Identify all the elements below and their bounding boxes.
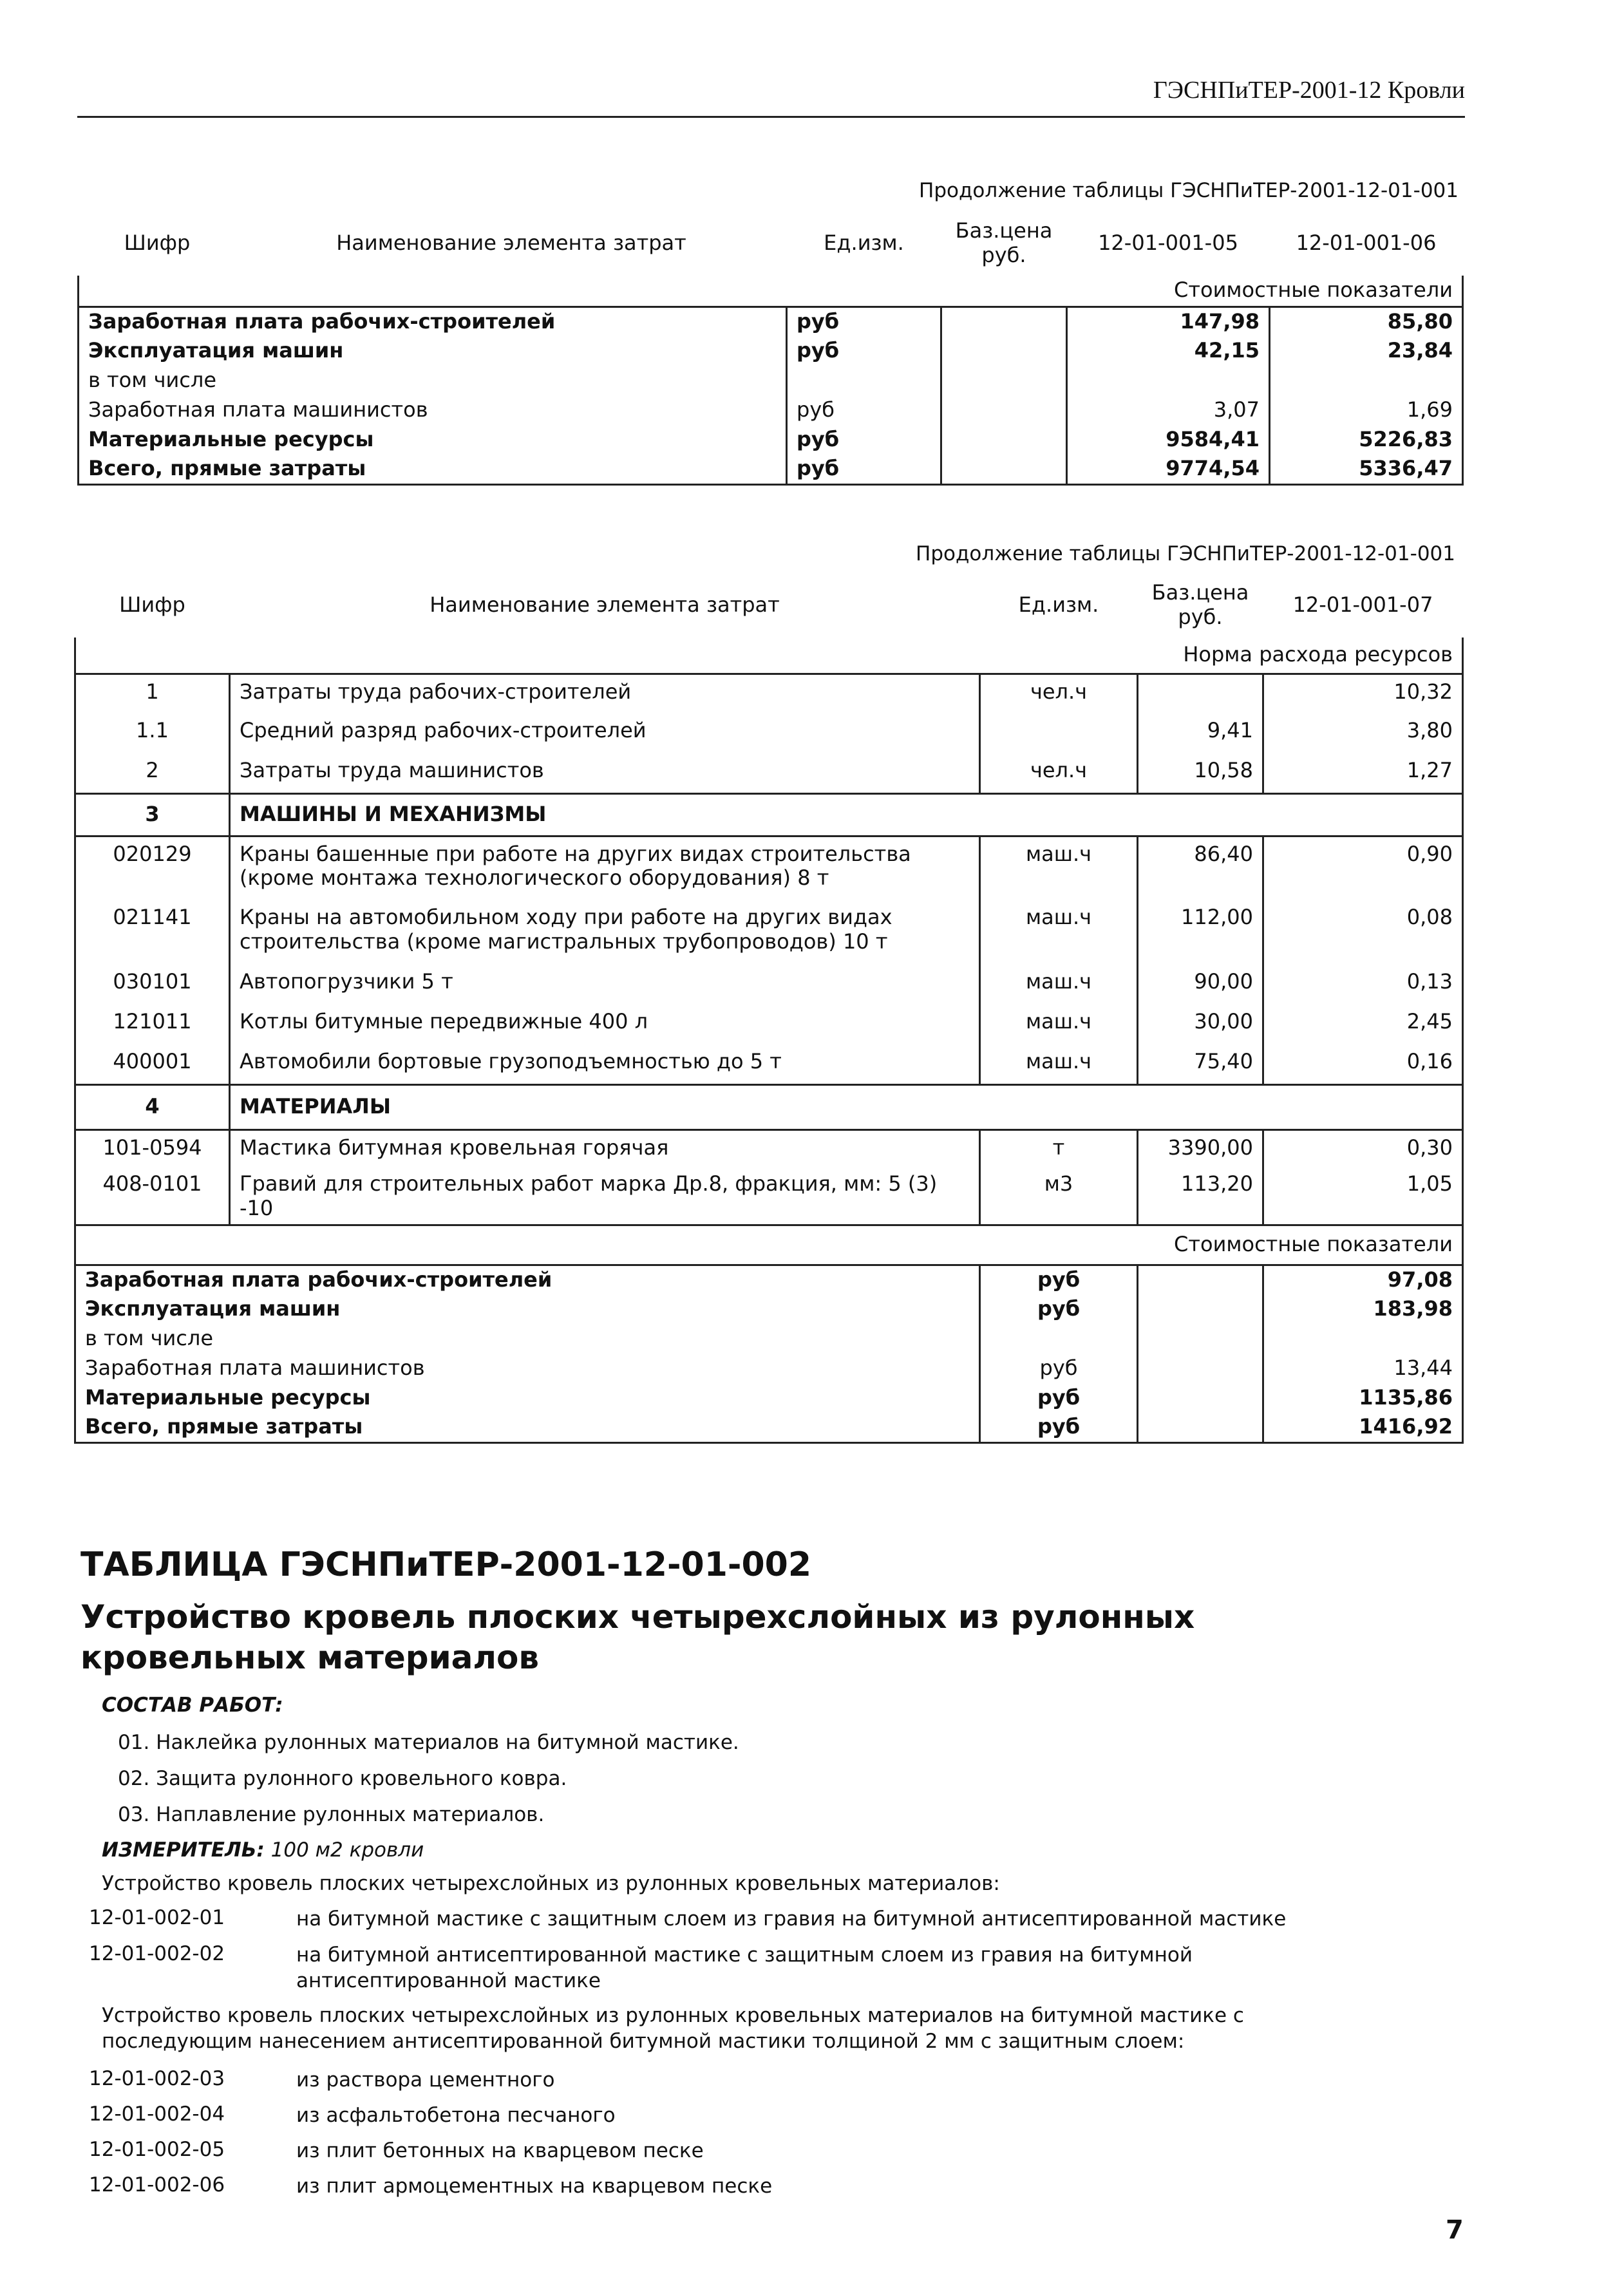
table1-row — [79, 336, 1463, 366]
resource-value: 0,30 — [1263, 1129, 1463, 1167]
resource-code: 2 — [75, 753, 230, 793]
table1-cost-unit: руб — [787, 425, 941, 455]
table2-cost-value: 97,08 — [1263, 1265, 1463, 1294]
table2-norm-label: Норма расхода ресурсов — [1138, 638, 1463, 674]
table2 — [74, 573, 1464, 1444]
work-item: 01. Наклейка рулонных материалов на битумной мастике. — [118, 1731, 739, 1754]
resource-code: 020129 — [75, 836, 230, 900]
table2-cost-unit: руб — [980, 1383, 1138, 1413]
table1-row — [79, 395, 1463, 425]
table1-cost-name: Всего, прямые затраты — [79, 455, 787, 484]
resource-name: Затраты труда рабочих-строителей — [230, 674, 980, 713]
table2-cost-unit: руб — [980, 1265, 1138, 1294]
table1-cost-name: Материальные ресурсы — [79, 425, 787, 455]
table1-cost-value-b: 23,84 — [1270, 336, 1463, 366]
resource-unit — [980, 713, 1138, 753]
table1-cost-value-a: 3,07 — [1067, 395, 1270, 425]
table1-cost-name: Эксплуатация машин — [79, 336, 787, 366]
norm-description: на битумной антисептированной мастике с защитным слоем из гравия на битумной антисептированной мастике — [296, 1943, 1193, 1993]
resource-value: 0,13 — [1263, 965, 1463, 1005]
table1-cost-value-b — [1270, 366, 1463, 395]
table2-machines-heading: МАШИНЫ И МЕХАНИЗМЫ — [230, 793, 1463, 836]
group2-intro: Устройство кровель плоских четырехслойных из рулонных кровельных материалов на битумной мастике с последующим нанесением антисептированной битумной мастики толщиной 2 мм с защитным слоем: — [102, 2004, 1244, 2054]
table1-price-cell — [941, 307, 1067, 336]
resource-name: Краны башенные при работе на других видах строительства (кроме монтажа технологического оборудования) 8 т — [230, 836, 980, 900]
resource-value: 10,32 — [1263, 674, 1463, 713]
table1-price-cell — [941, 425, 1067, 455]
machine-row — [75, 1044, 1463, 1084]
table1-cost-name: в том числе — [79, 366, 787, 395]
machine-row — [75, 965, 1463, 1005]
resource-unit: маш.ч — [980, 836, 1138, 900]
table2-cost-row — [75, 1265, 1463, 1294]
table1-cost-unit: руб — [787, 307, 941, 336]
resource-price: 113,20 — [1138, 1167, 1263, 1225]
table1-header-cipher: Шифр — [124, 231, 191, 256]
norm-description: из асфальтобетона песчаного — [296, 2104, 616, 2127]
table2-cost-unit: руб — [980, 1294, 1138, 1324]
section-title: ТАБЛИЦА ГЭСНПиТЕР-2001-12-01-002 — [80, 1545, 812, 1584]
meter-value: 100 м2 кровли — [270, 1838, 424, 1862]
table2-cost-label: Стоимостные показатели — [1138, 1225, 1463, 1265]
table2-machines-code: 3 — [75, 793, 230, 836]
resource-price: 9,41 — [1138, 713, 1263, 753]
resource-code: 021141 — [75, 900, 230, 965]
resource-name: Средний разряд рабочих-строителей — [230, 713, 980, 753]
resource-value: 0,16 — [1263, 1044, 1463, 1084]
table2-header-col-a: 12-01-001-07 — [1292, 592, 1433, 618]
resource-price: 30,00 — [1138, 1005, 1263, 1044]
resource-price: 112,00 — [1138, 900, 1263, 965]
machine-row — [75, 900, 1463, 965]
table1-cost-name: Заработная плата машинистов — [79, 395, 787, 425]
norm-description: из раствора цементного — [296, 2068, 555, 2092]
resource-code: 030101 — [75, 965, 230, 1005]
meter-label: ИЗМЕРИТЕЛЬ: — [102, 1838, 265, 1862]
resource-value: 3,80 — [1263, 713, 1463, 753]
resource-unit: м3 — [980, 1167, 1138, 1225]
table1-price-cell — [941, 395, 1067, 425]
resource-unit: маш.ч — [980, 900, 1138, 965]
norm-code: 12-01-002-05 — [89, 2138, 225, 2161]
table2-price-cell — [1138, 1383, 1263, 1413]
table1-header-unit: Ед.изм. — [824, 231, 904, 256]
resource-name: Автопогрузчики 5 т — [230, 965, 980, 1005]
table2-price-cell — [1138, 1324, 1263, 1354]
table1-row — [79, 307, 1463, 336]
table2-cost-unit — [980, 1324, 1138, 1354]
table1-price-cell — [941, 366, 1067, 395]
resource-price: 75,40 — [1138, 1044, 1263, 1084]
table2-cost-value: 13,44 — [1263, 1354, 1463, 1383]
resource-value: 2,45 — [1263, 1005, 1463, 1044]
resource-code: 408-0101 — [75, 1167, 230, 1225]
table2-cost-name: Всего, прямые затраты — [75, 1413, 980, 1442]
table1-caption: Продолжение таблицы ГЭСНПиТЕР-2001-12-01-001 — [919, 179, 1459, 202]
resource-value: 0,90 — [1263, 836, 1463, 900]
table1-price-cell — [941, 455, 1067, 484]
table1-row — [79, 366, 1463, 395]
table1-cost-value-a: 9584,41 — [1067, 425, 1270, 455]
table2-caption: Продолжение таблицы ГЭСНПиТЕР-2001-12-01-001 — [916, 542, 1455, 565]
norm-code: 12-01-002-02 — [89, 1942, 225, 1965]
resource-name: Затраты труда машинистов — [230, 753, 980, 793]
norm-code: 12-01-002-04 — [89, 2102, 225, 2126]
table1-cost-unit: руб — [787, 455, 941, 484]
resource-price: 86,40 — [1138, 836, 1263, 900]
work-item: 03. Наплавление рулонных материалов. — [118, 1803, 545, 1826]
table1-cost-value-b: 1,69 — [1270, 395, 1463, 425]
resource-code: 1.1 — [75, 713, 230, 753]
labor-row — [75, 713, 1463, 753]
table2-cost-value: 1135,86 — [1263, 1383, 1463, 1413]
table2-cost-row — [75, 1383, 1463, 1413]
table1 — [77, 211, 1464, 486]
table1-cost-value-b: 5226,83 — [1270, 425, 1463, 455]
resource-unit: чел.ч — [980, 674, 1138, 713]
table2-cost-name: Заработная плата рабочих-строителей — [75, 1265, 980, 1294]
resource-price: 10,58 — [1138, 753, 1263, 793]
resource-value: 1,05 — [1263, 1167, 1463, 1225]
table2-header-price: Баз.цена руб. — [1151, 580, 1249, 629]
table1-cost-value-a: 147,98 — [1067, 307, 1270, 336]
labor-row — [75, 674, 1463, 713]
table1-header-name: Наименование элемента затрат — [336, 231, 686, 256]
table1-cost-value-b: 85,80 — [1270, 307, 1463, 336]
resource-unit: чел.ч — [980, 753, 1138, 793]
table2-materials-heading: МАТЕРИАЛЫ — [230, 1084, 1463, 1129]
resource-code: 121011 — [75, 1005, 230, 1044]
table1-header-col-a: 12-01-001-05 — [1098, 231, 1238, 256]
resource-value: 0,08 — [1263, 900, 1463, 965]
norm-code: 12-01-002-03 — [89, 2067, 225, 2090]
resource-code: 400001 — [75, 1044, 230, 1084]
resource-code: 101-0594 — [75, 1129, 230, 1167]
norm-description: из плит бетонных на кварцевом песке — [296, 2139, 704, 2162]
header-rule — [77, 116, 1465, 118]
machine-row — [75, 836, 1463, 900]
work-item: 02. Защита рулонного кровельного ковра. — [118, 1767, 567, 1790]
resource-code: 1 — [75, 674, 230, 713]
labor-row — [75, 753, 1463, 793]
table1-header-price: Баз.цена руб. — [955, 218, 1053, 267]
resource-name: Гравий для строительных работ марка Др.8, фракция, мм: 5 (3) -10 — [230, 1167, 980, 1225]
table1-section-label: Стоимостные показатели — [1067, 276, 1463, 307]
table2-cost-name: в том числе — [75, 1324, 980, 1354]
table2-cost-name: Материальные ресурсы — [75, 1383, 980, 1413]
table2-cost-value — [1263, 1324, 1463, 1354]
page-number: 7 — [1446, 2215, 1464, 2245]
resource-name: Котлы битумные передвижные 400 л — [230, 1005, 980, 1044]
table1-cost-value-a — [1067, 366, 1270, 395]
resource-name: Автомобили бортовые грузоподъемностью до 5 т — [230, 1044, 980, 1084]
table1-cost-unit — [787, 366, 941, 395]
table2-cost-unit: руб — [980, 1413, 1138, 1442]
table2-header-cipher: Шифр — [119, 592, 185, 618]
resource-name: Мастика битумная кровельная горячая — [230, 1129, 980, 1167]
table2-header-name: Наименование элемента затрат — [430, 592, 780, 618]
table1-price-cell — [941, 336, 1067, 366]
resource-unit: маш.ч — [980, 1044, 1138, 1084]
table2-cost-name: Заработная плата машинистов — [75, 1354, 980, 1383]
resource-unit: маш.ч — [980, 965, 1138, 1005]
machine-row — [75, 1005, 1463, 1044]
table1-row — [79, 425, 1463, 455]
table1-cost-value-a: 9774,54 — [1067, 455, 1270, 484]
table2-price-cell — [1138, 1354, 1263, 1383]
table2-cost-value: 1416,92 — [1263, 1413, 1463, 1442]
resource-price: 3390,00 — [1138, 1129, 1263, 1167]
table2-price-cell — [1138, 1413, 1263, 1442]
table2-materials-code: 4 — [75, 1084, 230, 1129]
material-row — [75, 1129, 1463, 1167]
resource-unit: маш.ч — [980, 1005, 1138, 1044]
table2-cost-row — [75, 1324, 1463, 1354]
resource-value: 1,27 — [1263, 753, 1463, 793]
section-subtitle: Устройство кровель плоских четырехслойных из рулонных кровельных материалов — [80, 1598, 1195, 1676]
group1-intro: Устройство кровель плоских четырехслойных из рулонных кровельных материалов: — [102, 1872, 1000, 1895]
resource-price — [1138, 674, 1263, 713]
table2-cost-row — [75, 1413, 1463, 1442]
norm-code: 12-01-002-01 — [89, 1906, 225, 1929]
works-label: СОСТАВ РАБОТ: — [102, 1694, 283, 1717]
table2-cost-row — [75, 1294, 1463, 1324]
table1-cost-value-a: 42,15 — [1067, 336, 1270, 366]
table2-cost-row — [75, 1354, 1463, 1383]
running-header: ГЭСНПиТЕР-2001-12 Кровли — [1153, 77, 1465, 104]
table1-cost-value-b: 5336,47 — [1270, 455, 1463, 484]
norm-code: 12-01-002-06 — [89, 2173, 225, 2197]
meter-line — [102, 1838, 424, 1862]
table1-cost-name: Заработная плата рабочих-строителей — [79, 307, 787, 336]
table2-price-cell — [1138, 1265, 1263, 1294]
table2-cost-name: Эксплуатация машин — [75, 1294, 980, 1324]
norm-description: из плит армоцементных на кварцевом песке — [296, 2175, 773, 2198]
material-row — [75, 1167, 1463, 1225]
table1-cost-unit: руб — [787, 336, 941, 366]
resource-price: 90,00 — [1138, 965, 1263, 1005]
table2-header-unit: Ед.изм. — [1018, 592, 1099, 618]
table2-price-cell — [1138, 1294, 1263, 1324]
table1-header-col-b: 12-01-001-06 — [1296, 231, 1437, 256]
table2-cost-unit: руб — [980, 1354, 1138, 1383]
table2-cost-value: 183,98 — [1263, 1294, 1463, 1324]
resource-name: Краны на автомобильном ходу при работе на других видах строительства (кроме магистральных трубопроводов) 10 т — [230, 900, 980, 965]
table1-cost-unit: руб — [787, 395, 941, 425]
resource-unit: т — [980, 1129, 1138, 1167]
table1-row — [79, 455, 1463, 484]
norm-description: на битумной мастике с защитным слоем из гравия на битумной антисептированной мастике — [296, 1907, 1287, 1931]
